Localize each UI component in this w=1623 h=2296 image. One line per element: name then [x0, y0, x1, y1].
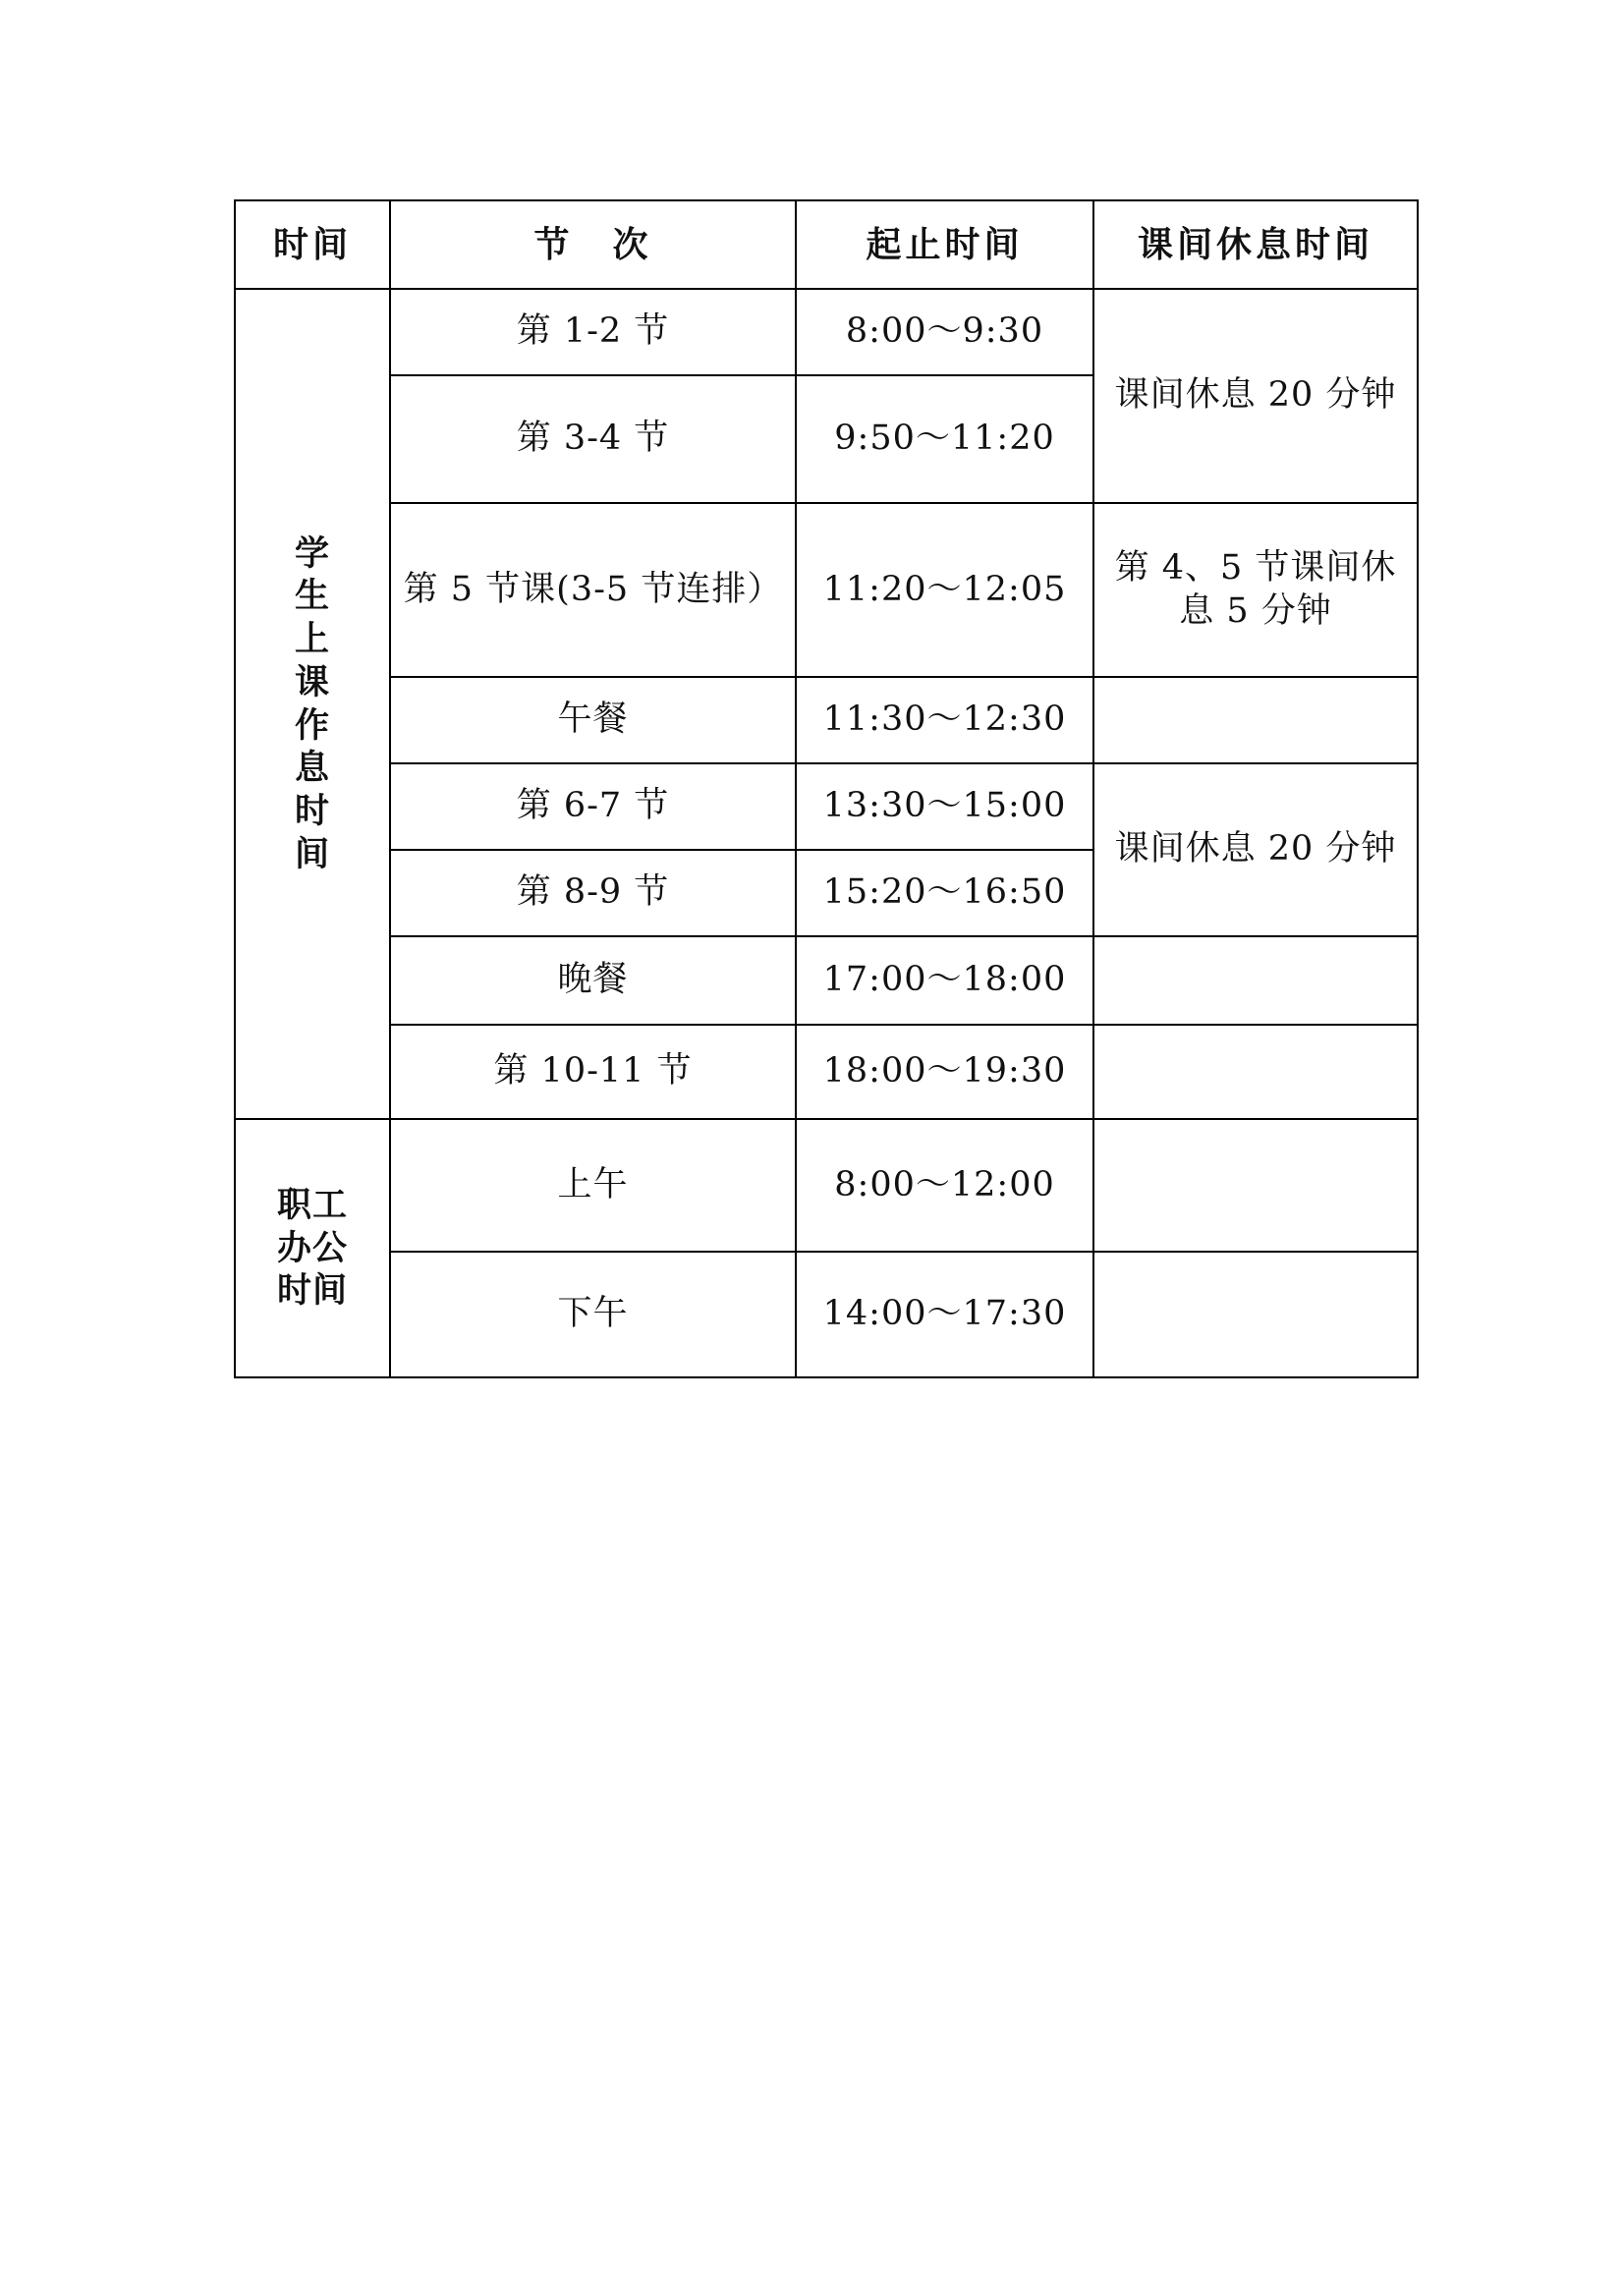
period-cell: 第 6-7 节 [390, 763, 796, 850]
group-staff-office-hours: 职工 办公 时间 [235, 1119, 390, 1377]
group-student-schedule: 学 生 上 课 作 息 时 间 [235, 289, 390, 1119]
break-cell: 第 4、5 节课间休 息 5 分钟 [1093, 503, 1418, 677]
table-row [235, 289, 1418, 375]
time-cell: 11:20～12:05 [796, 503, 1093, 677]
header-row [235, 200, 1418, 289]
period-cell: 第 5 节课(3-5 节连排） [390, 503, 796, 677]
time-cell: 18:00～19:30 [796, 1025, 1093, 1119]
time-cell: 11:30～12:30 [796, 677, 1093, 763]
table-row [235, 1025, 1418, 1119]
header-break: 课间休息时间 [1093, 200, 1418, 289]
period-cell: 第 10-11 节 [390, 1025, 796, 1119]
break-cell [1093, 1252, 1418, 1377]
time-cell: 17:00～18:00 [796, 936, 1093, 1025]
period-cell: 第 1-2 节 [390, 289, 796, 375]
time-cell: 15:20～16:50 [796, 850, 1093, 936]
period-cell: 第 8-9 节 [390, 850, 796, 936]
break-cell: 课间休息 20 分钟 [1093, 289, 1418, 503]
time-cell: 14:00～17:30 [796, 1252, 1093, 1377]
time-cell: 9:50～11:20 [796, 375, 1093, 503]
header-time: 时间 [235, 200, 390, 289]
table-row [235, 1252, 1418, 1377]
break-cell [1093, 1025, 1418, 1119]
table-row [235, 936, 1418, 1025]
table-row [235, 763, 1418, 850]
period-cell: 午餐 [390, 677, 796, 763]
time-cell: 8:00～9:30 [796, 289, 1093, 375]
table-row [235, 503, 1418, 677]
header-start-end: 起止时间 [796, 200, 1093, 289]
period-cell: 上午 [390, 1119, 796, 1252]
period-cell: 下午 [390, 1252, 796, 1377]
break-cell [1093, 1119, 1418, 1252]
break-cell [1093, 936, 1418, 1025]
time-cell: 8:00～12:00 [796, 1119, 1093, 1252]
break-cell [1093, 677, 1418, 763]
header-period: 节 次 [390, 200, 796, 289]
table-row [235, 677, 1418, 763]
period-cell: 第 3-4 节 [390, 375, 796, 503]
break-cell: 课间休息 20 分钟 [1093, 763, 1418, 936]
table-row [235, 1119, 1418, 1252]
time-cell: 13:30～15:00 [796, 763, 1093, 850]
period-cell: 晚餐 [390, 936, 796, 1025]
schedule-table [234, 199, 1419, 1378]
